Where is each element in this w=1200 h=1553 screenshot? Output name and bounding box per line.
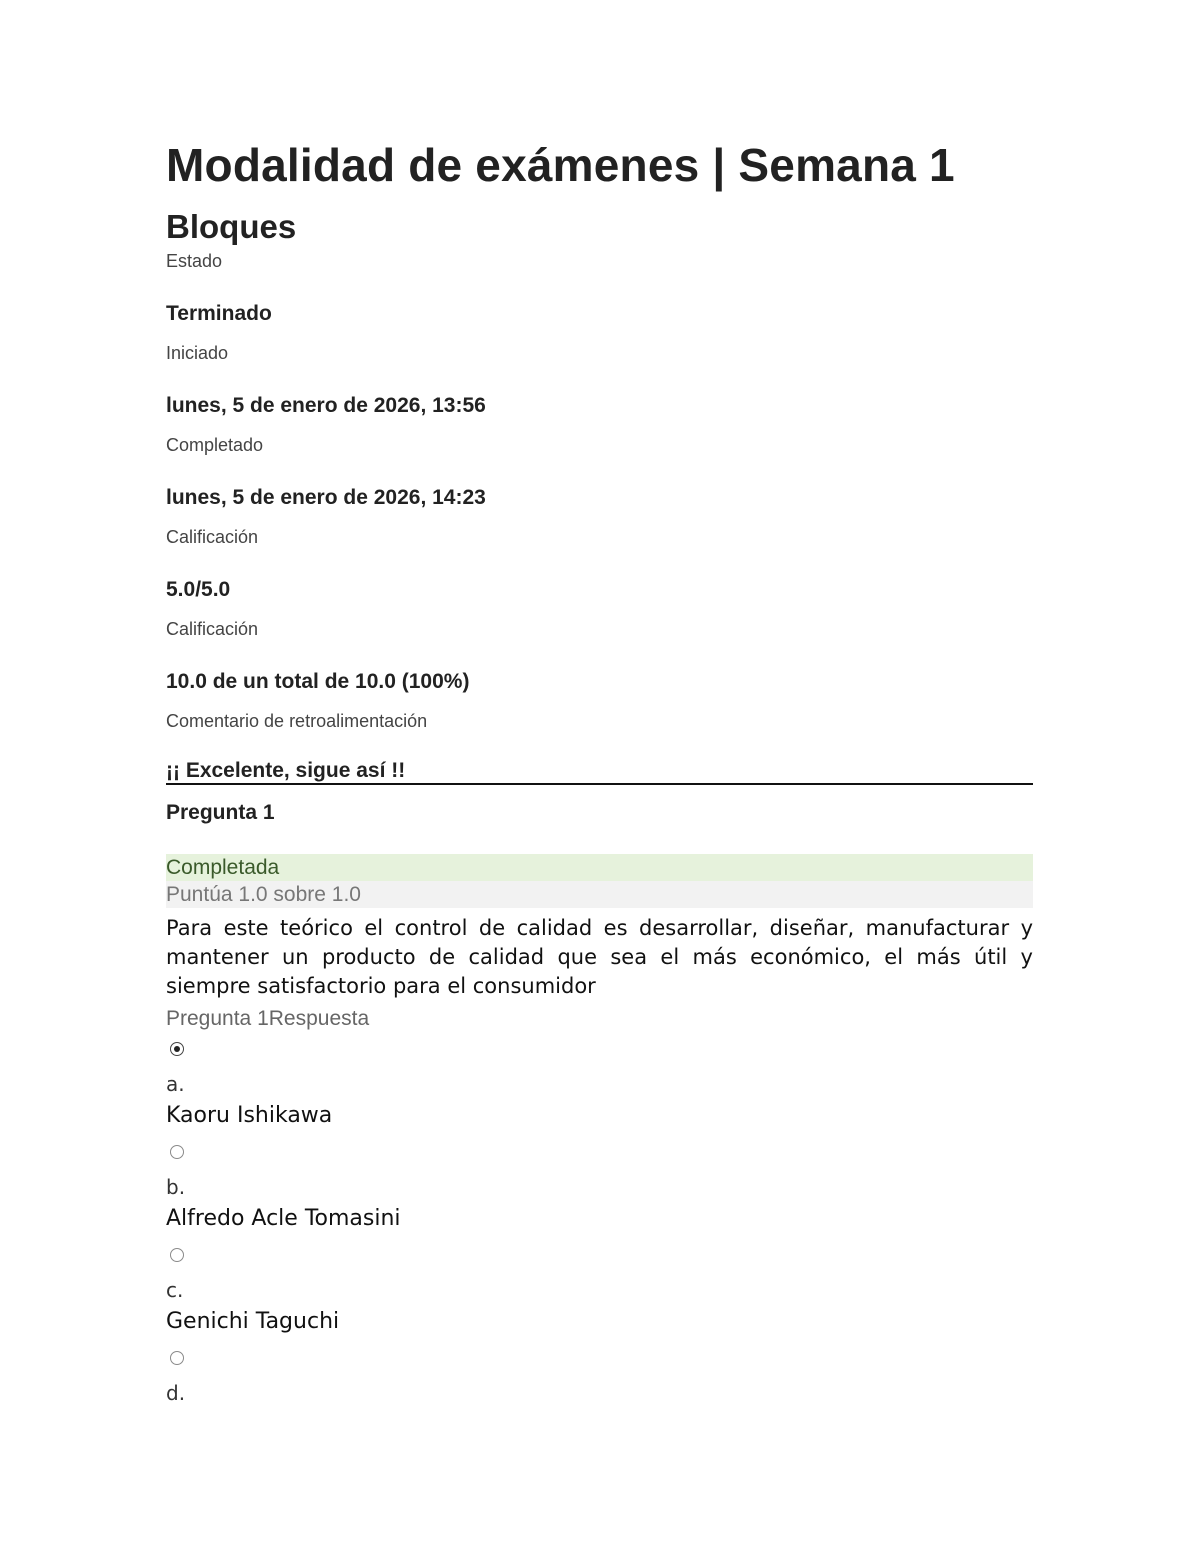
summary-value-grade: 10.0 de un total de 10.0 (100%) <box>166 670 470 693</box>
option-b-radio[interactable] <box>170 1145 184 1159</box>
option-c-radio[interactable] <box>170 1248 184 1262</box>
summary-value-started: lunes, 5 de enero de 2026, 13:56 <box>166 394 486 417</box>
question-state: Completada <box>166 854 1033 881</box>
section-subtitle: Bloques <box>166 208 297 245</box>
option-b-letter: b. <box>166 1175 186 1199</box>
option-d-radio[interactable] <box>170 1351 184 1365</box>
option-c-letter: c. <box>166 1278 184 1302</box>
summary-value-completed: lunes, 5 de enero de 2026, 14:23 <box>166 486 486 509</box>
answer-header: Pregunta 1Respuesta <box>166 1007 370 1030</box>
option-d-letter: d. <box>166 1381 186 1405</box>
summary-label-started: Iniciado <box>166 343 229 363</box>
summary-value-marks: 5.0/5.0 <box>166 578 231 601</box>
page-title: Modalidad de exámenes | Semana 1 <box>166 139 955 191</box>
option-a-text[interactable]: Kaoru Ishikawa <box>166 1103 333 1128</box>
option-b-text[interactable]: Alfredo Acle Tomasini <box>166 1206 401 1231</box>
summary-label-marks: Calificación <box>166 527 259 547</box>
option-c-text[interactable]: Genichi Taguchi <box>166 1309 340 1334</box>
summary-value-state: Terminado <box>166 302 272 325</box>
summary-value-feedback: ¡¡ Excelente, sigue así !! <box>166 759 1033 785</box>
question-grade: Puntúa 1.0 sobre 1.0 <box>166 881 1033 908</box>
option-a-radio[interactable] <box>170 1042 184 1056</box>
question-text: Para este teórico el control de calidad es desarrollar, diseñar, manufacturar y mantener un producto de calidad que sea el más económico, el más útil y siempre satisfactorio para el consumidor <box>166 916 1033 998</box>
option-a-letter: a. <box>166 1072 185 1096</box>
summary-label-completed: Completado <box>166 435 264 455</box>
question-title: Pregunta 1 <box>166 801 275 824</box>
summary-label-feedback: Comentario de retroalimentación <box>166 711 428 731</box>
summary-label-grade: Calificación <box>166 619 259 639</box>
summary-label-state: Estado <box>166 251 223 271</box>
